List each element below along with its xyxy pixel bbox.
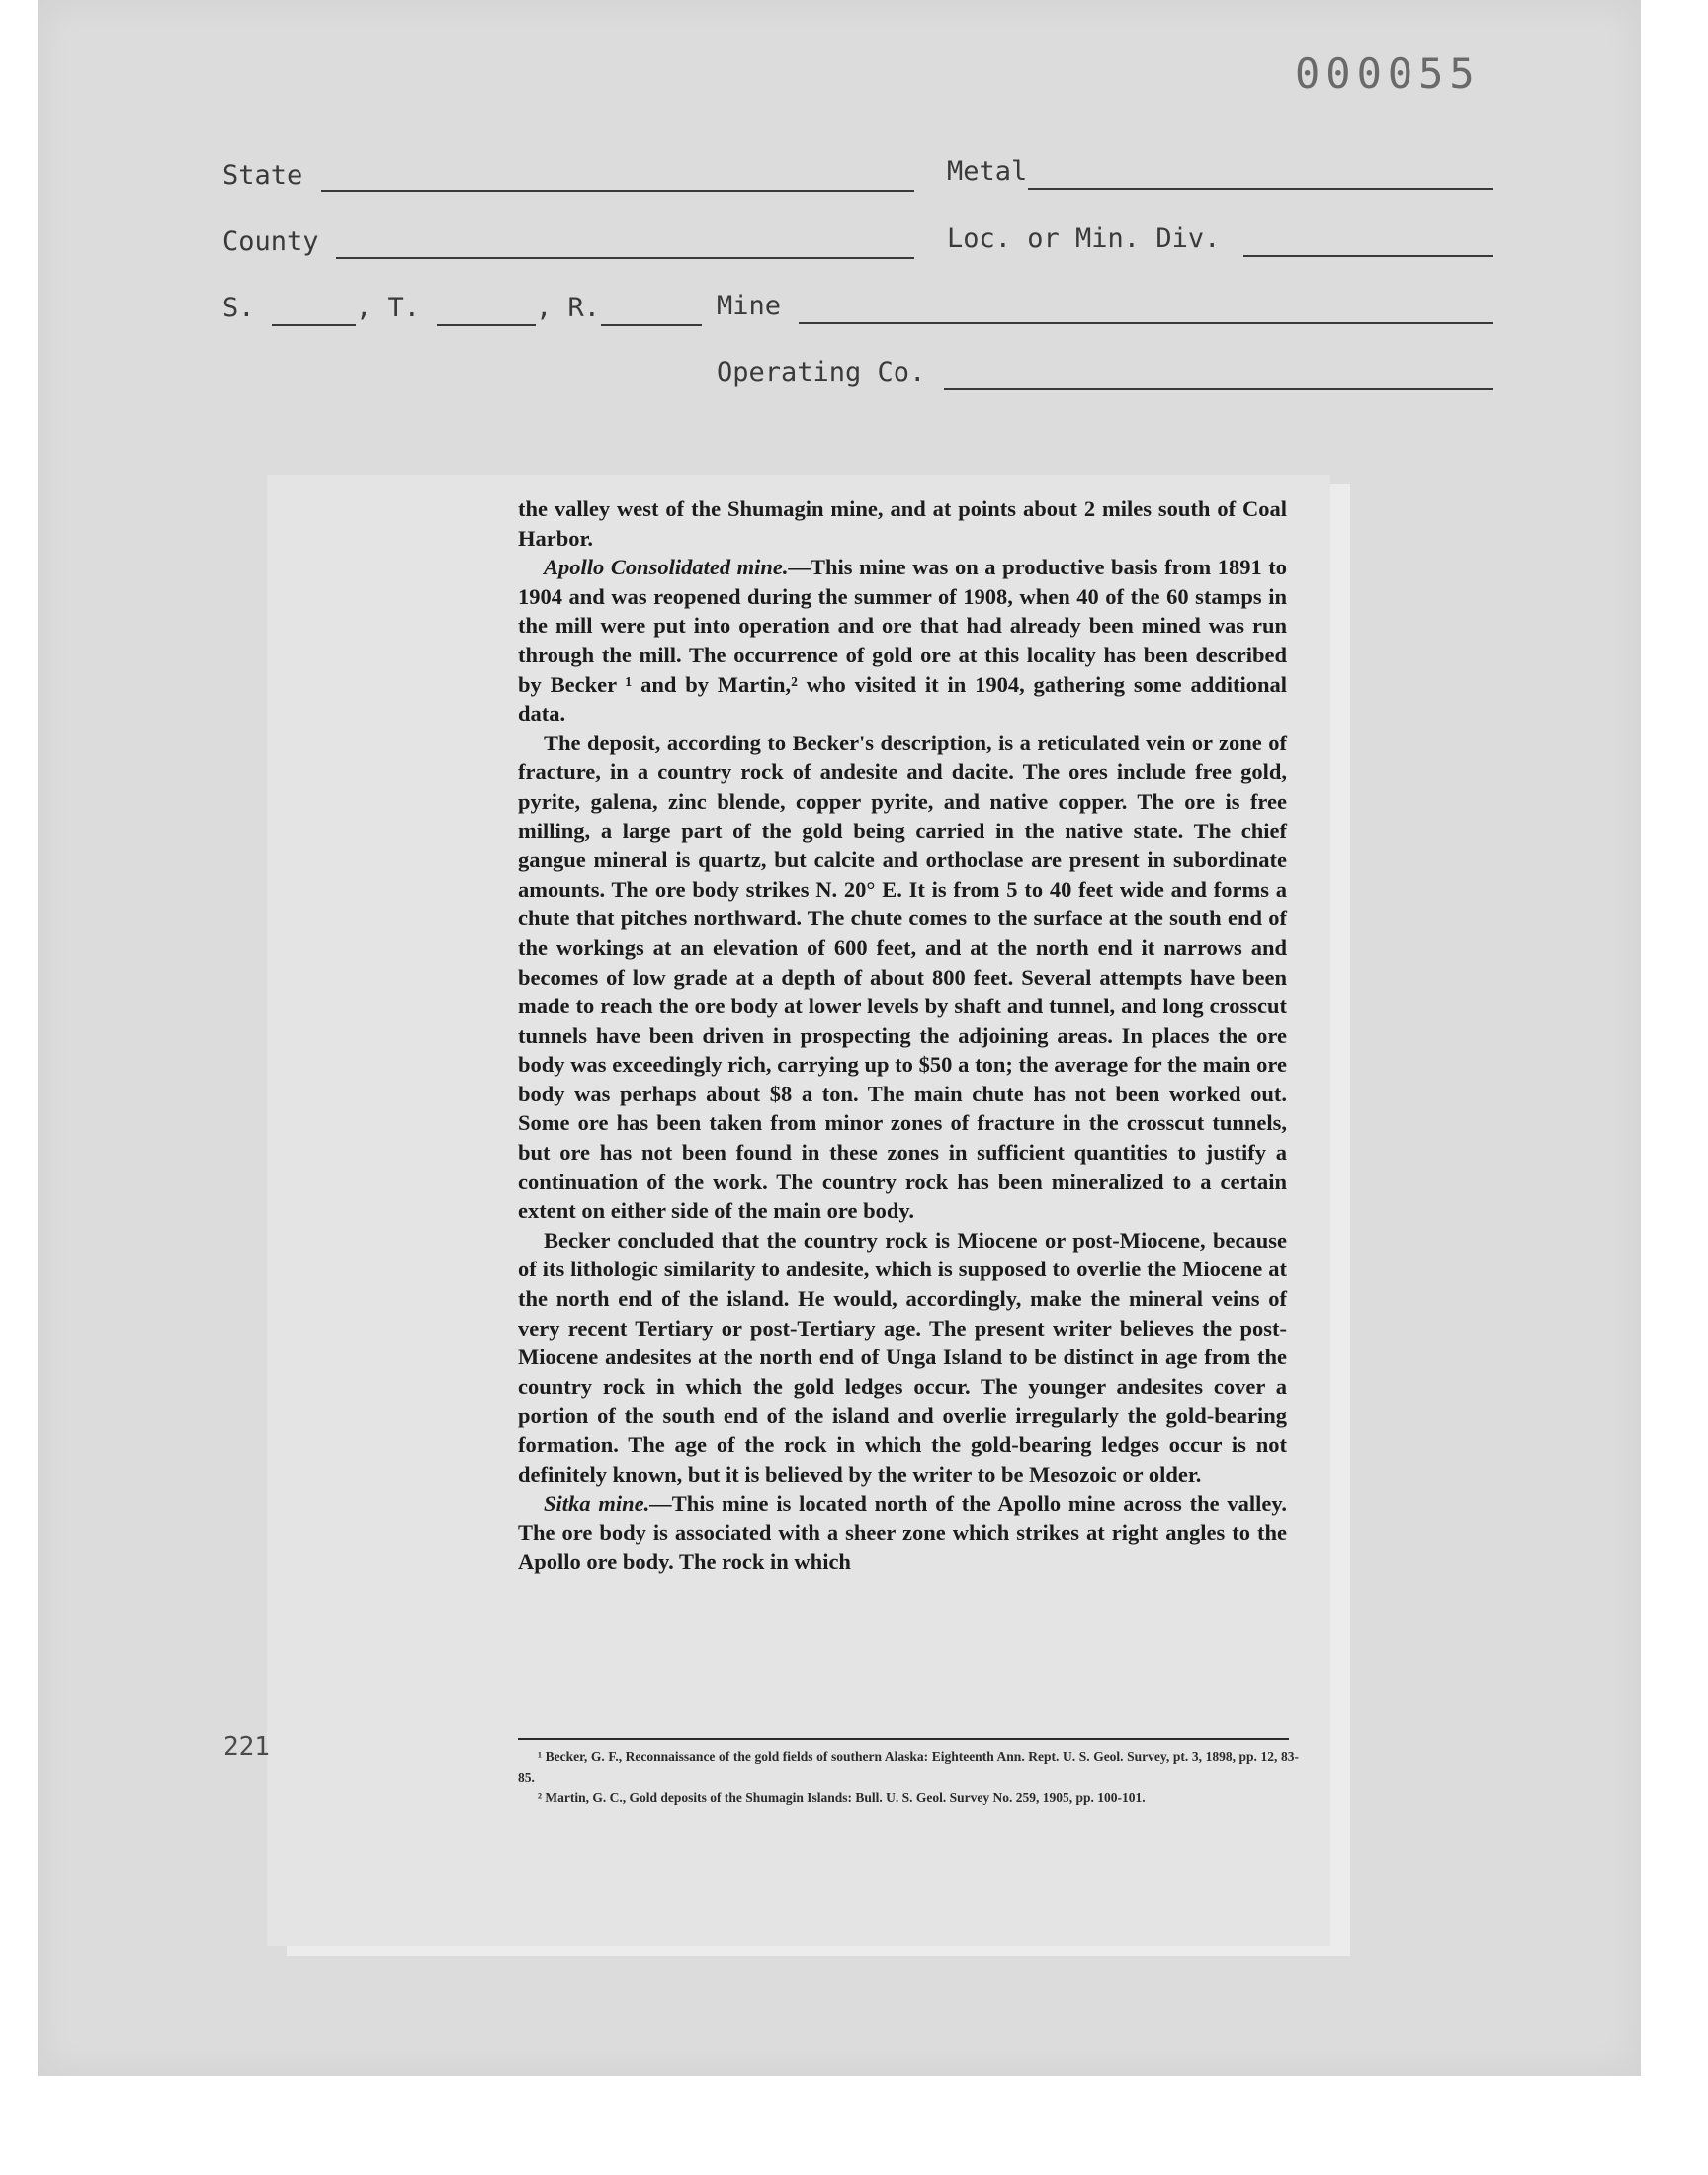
mine-field-line (799, 322, 1493, 324)
range-label: , R. (536, 293, 601, 323)
paragraph-apollo-text: This mine was on a productive basis from 1891 to 1904 and was reopened during the summer of 1908, when 40 of the 60 stamps in the mill were put into operation and ore that had already been mined was run through the mill. The occurrence of gold ore at this locality has been described by Becker ¹ and by Martin,² who visited it in 1904, gathering some additional data. (518, 555, 1288, 727)
card-number: 000055 (1295, 49, 1481, 98)
township-field-line (437, 324, 536, 326)
clipping-text (518, 494, 1287, 1577)
paragraph-sitka-text: This mine is located north of the Apollo mine across the valley. The ore body is associated with a sheer zone which strikes at right angles to the Apollo ore body. The rock in which (518, 1491, 1287, 1575)
metal-label: Metal (947, 156, 1028, 187)
footnotes (518, 1746, 1299, 1808)
footnote-1: ¹ Becker, G. F., Reconnaissance of the gold fields of southern Alaska: Eighteenth Ann. Rept. U. S. Geol. Survey, pt. 3, 1898, pp. 12, 83-85. (518, 1749, 1299, 1784)
footnote-2: ² Martin, G. C., Gold deposits of the Shumagin Islands: Bull. U. S. Geol. Survey No. 259, 1905, pp. 100-101. (538, 1790, 1146, 1805)
operating-co-label: Operating Co. (717, 357, 926, 388)
range-field-line (601, 324, 702, 326)
section-label: S. (222, 293, 255, 323)
paragraph-sitka (518, 1489, 1287, 1577)
paragraph-becker: Becker concluded that the country rock is Miocene or post-Miocene, because of its lithologic similarity to andesite, which is supposed to overlie the Miocene at the north end of the island. He would, accordingly, make the mineral veins of very recent Tertiary or post-Tertiary age. The present writer believes the post-Miocene andesites at the north end of Unga Island to be distinct in age from the country rock in which the gold ledges occur. The younger andesites cover a portion of the south end of the island and overlie irregularly the gold-bearing formation. The age of the rock in which the gold-bearing ledges occur is not definitely known, but it is believed by the writer to be Mesozoic or older. (518, 1227, 1287, 1487)
heading-sitka: Sitka mine.— (544, 1491, 672, 1517)
township-label: , T. (356, 293, 421, 323)
loc-div-field-line (1243, 255, 1493, 257)
section-field-line (272, 324, 356, 326)
loc-div-label: Loc. or Min. Div. (947, 223, 1221, 254)
footnote-rule (518, 1738, 1289, 1740)
metal-field-line (1028, 188, 1493, 190)
heading-apollo: Apollo Consolidated mine.— (544, 555, 811, 580)
page-number: 221 (223, 1732, 270, 1762)
state-field-line (321, 190, 914, 192)
mine-label: Mine (717, 291, 782, 321)
paragraph-continuation: the valley west of the Shumagin mine, and at points about 2 miles south of Coal Harbor. (518, 496, 1287, 551)
county-label: County (222, 226, 319, 257)
paragraph-deposit: The deposit, according to Becker's description, is a reticulated vein or zone of fracture, in a country rock of andesite and dacite. The ores include free gold, pyrite, galena, zinc blende, copper pyrite, and native copper. The ore is free milling, a large part of the gold being carried in the native state. The chief gangue mineral is quartz, but calcite and orthoclase are present in subordinate amounts. The ore body strikes N. 20° E. It is from 5 to 40 feet wide and forms a chute that pitches northward. The chute comes to the surface at the south end of the workings at an elevation of 600 feet, and at the north end it narrows and becomes of low grade at a depth of about 800 feet. Several attempts have been made to reach the ore body at lower levels by shaft and tunnel, and long crosscut tunnels have been driven in prospecting the adjoining areas. In places the ore body was exceedingly rich, carrying up to $50 a ton; the average for the main ore body was perhaps about $8 a ton. The main chute has not been worked out. Some ore has been taken from minor zones of fracture in the crosscut tunnels, but ore has not been found in these zones in sufficient quantities to justify a continuation of the work. The country rock has been mineralized to a certain extent on either side of the main ore body. (518, 730, 1287, 1224)
state-label: State (222, 160, 303, 191)
paragraph-apollo (518, 553, 1287, 729)
operating-co-field-line (944, 388, 1493, 390)
county-field-line (336, 257, 914, 259)
